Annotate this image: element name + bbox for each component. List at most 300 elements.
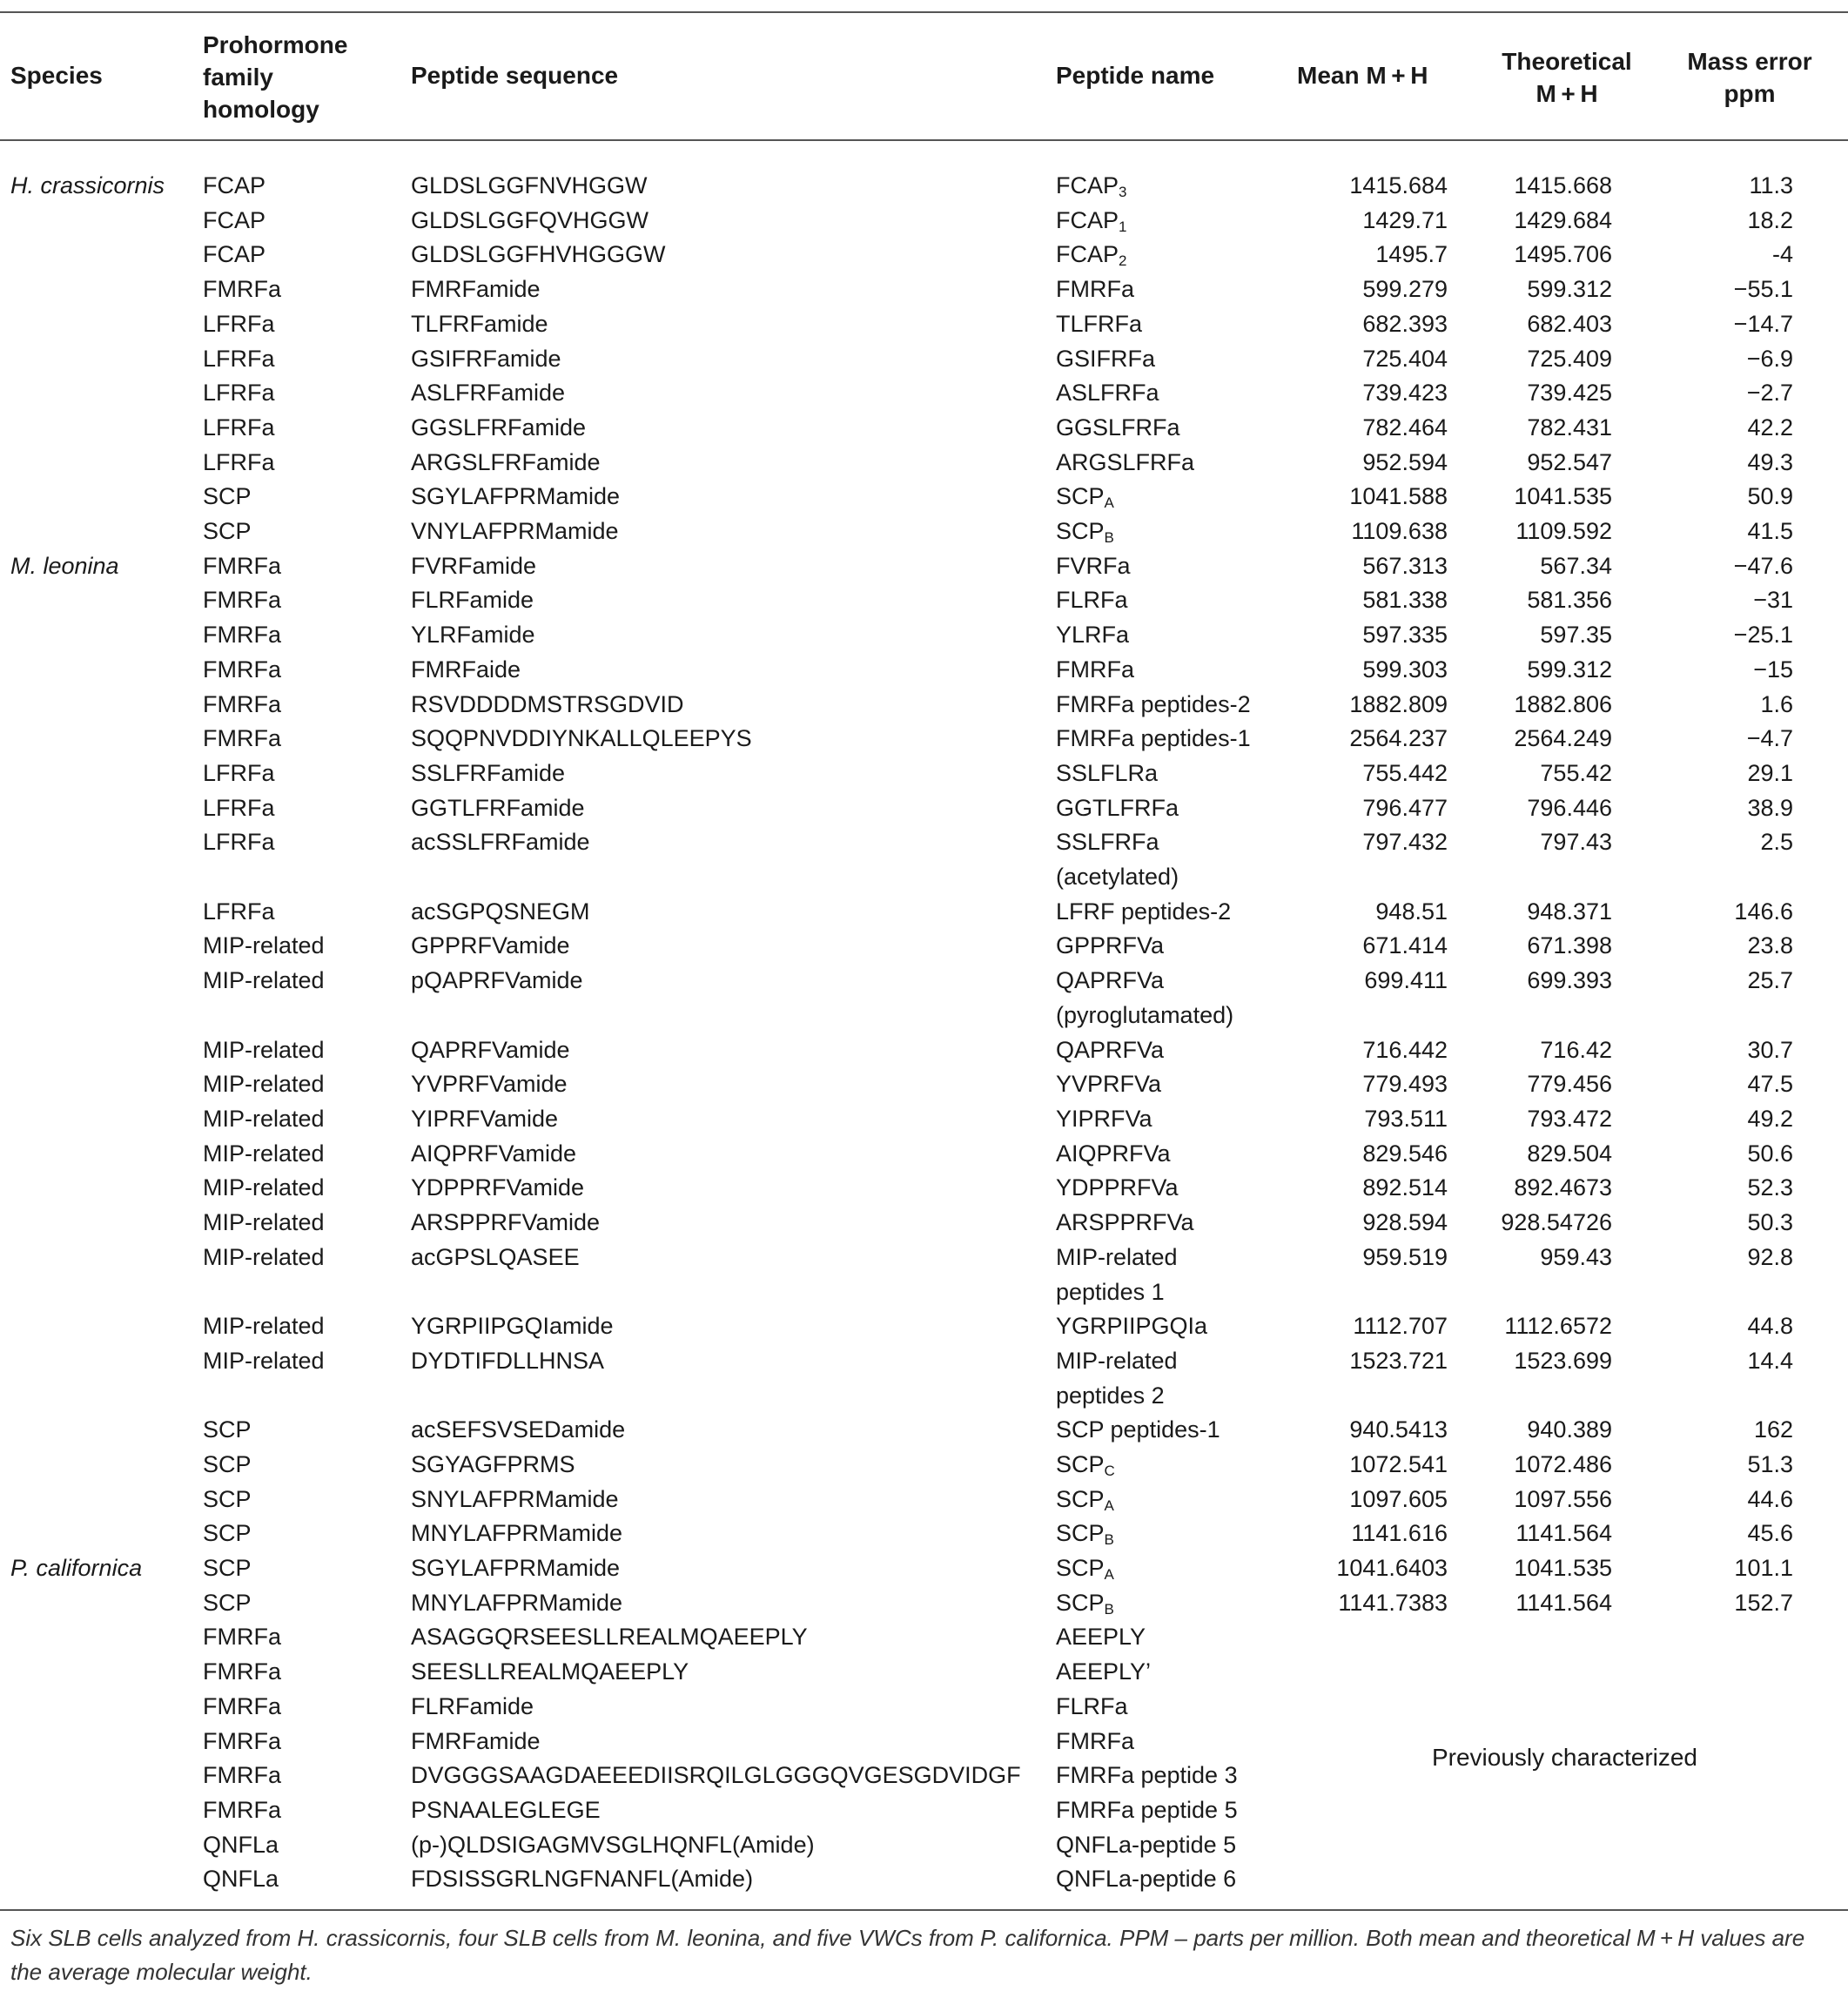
peptide-name: LFRF peptides-2: [1056, 898, 1232, 925]
family-cell: FCAP: [203, 206, 266, 233]
mass-error-cell: 49.3: [1747, 448, 1793, 475]
peptide-name: FCAP: [1056, 241, 1119, 268]
family-cell: MIP-related: [203, 1243, 325, 1270]
mean-mh-cell: 1523.721: [1349, 1347, 1448, 1374]
peptide-name-cell: [1056, 687, 1273, 722]
family-cell: SCP: [203, 518, 252, 544]
family-cell: LFRFa: [203, 794, 275, 821]
sequence-cell: TLFRFamide: [411, 310, 548, 337]
peptide-name-subscript: B: [1104, 529, 1114, 546]
table-row: [0, 1032, 1848, 1067]
mass-error-cell: 50.3: [1747, 1209, 1793, 1235]
peptide-name-subscript: A: [1104, 494, 1114, 512]
header-family: [203, 29, 347, 125]
family-cell: MIP-related: [203, 1071, 325, 1098]
family-cell: FMRFa: [203, 1796, 281, 1823]
mean-mh-cell: 2564.237: [1349, 725, 1448, 752]
header-mean: Mean M + H: [1297, 62, 1428, 89]
peptide-name: AEEPLY’: [1056, 1658, 1152, 1685]
peptide-name: YGRPIIPGQIa: [1056, 1313, 1208, 1340]
sequence-cell: ASLFRFamide: [411, 380, 566, 407]
peptide-name: FCAP: [1056, 206, 1119, 233]
table-row: [0, 1793, 1848, 1827]
peptide-name: ARGSLFRFa: [1056, 448, 1195, 475]
theoretical-mh-cell: 1097.556: [1514, 1485, 1612, 1512]
family-cell: MIP-related: [203, 1313, 325, 1340]
table-row: [0, 652, 1848, 687]
mean-mh-cell: 829.546: [1362, 1140, 1448, 1167]
peptide-name-line2: peptides 2: [1056, 1382, 1165, 1409]
table-row: [0, 824, 1848, 891]
table-row: [0, 1550, 1848, 1585]
theoretical-mh-cell: 1041.535: [1514, 483, 1612, 510]
theoretical-mh-cell: 829.504: [1527, 1140, 1612, 1167]
mass-error-cell: 50.9: [1747, 483, 1793, 510]
peptide-name-cell: [1056, 1412, 1273, 1447]
peptide-name: SSLFLRa: [1056, 759, 1159, 786]
peptide-name: TLFRFa: [1056, 310, 1143, 337]
theoretical-mh-cell: 725.409: [1527, 345, 1612, 372]
family-cell: MIP-related: [203, 1209, 325, 1235]
peptide-name: FMRFa: [1056, 656, 1134, 683]
table-row: [0, 203, 1848, 238]
peptide-name-cell: [1056, 1827, 1273, 1862]
mean-mh-cell: 1041.6403: [1336, 1555, 1448, 1581]
table-row: [0, 894, 1848, 929]
peptide-name-cell: [1056, 1101, 1273, 1136]
peptide-name-cell: [1056, 1585, 1273, 1620]
sequence-cell: pQAPRFVamide: [411, 967, 583, 994]
theoretical-mh-cell: 796.446: [1527, 794, 1612, 821]
peptide-name: FMRFa peptide 5: [1056, 1796, 1238, 1823]
peptide-name-cell: [1056, 410, 1273, 445]
theoretical-mh-cell: 581.356: [1527, 587, 1612, 614]
peptide-name: MIP-related: [1056, 1347, 1178, 1374]
peptide-name: YLRFa: [1056, 622, 1130, 649]
mean-mh-cell: 940.5413: [1349, 1416, 1448, 1443]
sequence-cell: GLDSLGGFNVHGGW: [411, 172, 648, 198]
family-cell: LFRFa: [203, 898, 275, 925]
sequence-cell: SEESLLREALMQAEEPLY: [411, 1658, 689, 1685]
peptide-name-cell: [1056, 1482, 1273, 1517]
family-cell: FMRFa: [203, 622, 281, 649]
sequence-cell: GGTLFRFamide: [411, 794, 585, 821]
family-cell: SCP: [203, 1555, 252, 1581]
sequence-cell: acSEFSVSEDamide: [411, 1416, 626, 1443]
family-cell: SCP: [203, 1520, 252, 1547]
theoretical-mh-cell: 1072.486: [1514, 1450, 1612, 1477]
peptide-name: SSLFRFa: [1056, 829, 1159, 856]
mass-error-cell: 25.7: [1747, 967, 1793, 994]
peptide-name-cell: [1056, 1516, 1273, 1550]
peptide-name-cell: [1056, 237, 1273, 272]
table-row: [0, 410, 1848, 445]
peptide-name: SCP: [1056, 483, 1105, 510]
sequence-cell: SNYLAFPRMamide: [411, 1485, 619, 1512]
mass-error-cell: 51.3: [1747, 1450, 1793, 1477]
mean-mh-cell: 1415.684: [1349, 172, 1448, 198]
theoretical-mh-cell: 682.403: [1527, 310, 1612, 337]
mass-error-cell: 146.6: [1734, 898, 1793, 925]
header-family-line3: homology: [203, 96, 319, 123]
sequence-cell: GLDSLGGFHVHGGGW: [411, 241, 666, 268]
mass-error-cell: −6.9: [1746, 345, 1793, 372]
family-cell: QNFLa: [203, 1831, 279, 1858]
mass-error-cell: 30.7: [1747, 1036, 1793, 1063]
sequence-cell: acSGPQSNEGM: [411, 898, 590, 925]
peptide-name-line2: (acetylated): [1056, 864, 1179, 891]
peptide-name-cell: [1056, 479, 1273, 514]
peptide-name: QNFLa-peptide 5: [1056, 1831, 1237, 1858]
family-cell: SCP: [203, 1485, 252, 1512]
mean-mh-cell: 952.594: [1362, 448, 1448, 475]
peptide-name: SCP: [1056, 1485, 1105, 1512]
family-cell: LFRFa: [203, 380, 275, 407]
mass-error-cell: 14.4: [1747, 1347, 1793, 1374]
theoretical-mh-cell: 1141.564: [1515, 1589, 1612, 1616]
sequence-cell: (p-)QLDSIGAGMVSGLHQNFL(Amide): [411, 1831, 815, 1858]
peptide-name-cell: [1056, 790, 1273, 825]
table-row: [0, 1343, 1848, 1409]
peptide-name-cell: [1056, 824, 1273, 894]
peptide-name: FMRFa: [1056, 1727, 1134, 1754]
sequence-cell: SQQPNVDDIYNKALLQLEEPYS: [411, 725, 752, 752]
table-row: [0, 341, 1848, 376]
table-row: [0, 617, 1848, 652]
mean-mh-cell: 699.411: [1364, 967, 1448, 994]
peptide-name: FMRFa peptides-2: [1056, 690, 1251, 717]
table-row: [0, 445, 1848, 480]
theoretical-mh-cell: 793.472: [1527, 1105, 1612, 1132]
mean-mh-cell: 796.477: [1362, 794, 1448, 821]
mass-error-cell: 44.8: [1747, 1313, 1793, 1340]
mass-error-cell: 47.5: [1747, 1071, 1793, 1098]
table-row: [0, 306, 1848, 341]
mass-error-cell: −2.7: [1746, 380, 1793, 407]
theoretical-mh-cell: 597.35: [1540, 622, 1612, 649]
theoretical-mh-cell: 797.43: [1540, 829, 1612, 856]
header-theoretical-line2: M + H: [1536, 80, 1598, 107]
table-row: [0, 1066, 1848, 1101]
sequence-cell: GSIFRFamide: [411, 345, 561, 372]
footnote-line1: Six SLB cells analyzed from H. crassicornis, four SLB cells from M. leonina, and five VWCs from P. californica. PPM – parts per million. Both mean and theoretical M + H values are: [10, 1925, 1805, 1951]
table-row: [0, 1412, 1848, 1447]
peptide-name: YDPPRFVa: [1056, 1174, 1179, 1201]
sequence-cell: RSVDDDDMSTRSGDVID: [411, 690, 684, 717]
sequence-cell: SGYAGFPRMS: [411, 1450, 575, 1477]
peptide-name: YVPRFVa: [1056, 1071, 1162, 1098]
mean-mh-cell: 599.303: [1362, 656, 1448, 683]
sequence-cell: DVGGGSAAGDAEEEDIISRQILGLGGGQVGESGDVIDGF: [411, 1762, 1021, 1789]
mass-error-cell: 52.3: [1747, 1174, 1793, 1201]
table-row: [0, 168, 1848, 203]
sequence-cell: YLRFamide: [411, 622, 535, 649]
sequence-cell: ARSPPRFVamide: [411, 1209, 601, 1235]
peptide-name-subscript: 2: [1119, 252, 1127, 270]
header-mass-error: [1680, 45, 1819, 110]
peptide-name-cell: [1056, 1032, 1273, 1067]
peptide-name-cell: [1056, 963, 1273, 1032]
table-header-rule: [0, 139, 1848, 141]
family-cell: FMRFa: [203, 1727, 281, 1754]
mean-mh-cell: 1041.588: [1349, 483, 1448, 510]
mass-error-cell: -4: [1771, 241, 1793, 268]
family-cell: FMRFa: [203, 690, 281, 717]
theoretical-mh-cell: 1112.6572: [1504, 1313, 1612, 1340]
peptide-name-cell: [1056, 582, 1273, 617]
sequence-cell: YDPPRFVamide: [411, 1174, 585, 1201]
theoretical-mh-cell: 1523.699: [1514, 1347, 1612, 1374]
theoretical-mh-cell: 1041.535: [1514, 1555, 1612, 1581]
peptide-name-cell: [1056, 1170, 1273, 1205]
mean-mh-cell: 581.338: [1362, 587, 1448, 614]
mean-mh-cell: 797.432: [1362, 829, 1448, 856]
mean-mh-cell: 597.335: [1362, 622, 1448, 649]
mean-mh-cell: 892.514: [1362, 1174, 1448, 1201]
peptide-name-cell: [1056, 341, 1273, 376]
table-footnote: [10, 1921, 1830, 1989]
table-row: [0, 1101, 1848, 1136]
mean-mh-cell: 959.519: [1362, 1243, 1448, 1270]
family-cell: FMRFa: [203, 1658, 281, 1685]
peptide-name-cell: [1056, 548, 1273, 583]
mean-mh-cell: 1141.616: [1351, 1520, 1448, 1547]
sequence-cell: ASAGGQRSEESLLREALMQAEEPLY: [411, 1624, 808, 1651]
mass-error-cell: 152.7: [1734, 1589, 1793, 1616]
peptide-name-subscript: 3: [1119, 184, 1127, 200]
table-row: [0, 963, 1848, 1029]
family-cell: MIP-related: [203, 967, 325, 994]
peptide-name: YIPRFVa: [1056, 1105, 1152, 1132]
theoretical-mh-cell: 952.547: [1527, 448, 1612, 475]
sequence-cell: acSSLFRFamide: [411, 829, 590, 856]
family-cell: LFRFa: [203, 414, 275, 441]
peptide-name-subscript: C: [1104, 1462, 1115, 1479]
peptide-name: AIQPRFVa: [1056, 1140, 1171, 1167]
sequence-cell: FLRFamide: [411, 587, 534, 614]
peptide-name-cell: [1056, 617, 1273, 652]
mass-error-cell: −4.7: [1746, 725, 1793, 752]
footnote-line2: the average molecular weight.: [10, 1959, 312, 1985]
peptide-name: SCP peptides-1: [1056, 1416, 1220, 1443]
mean-mh-cell: 739.423: [1362, 380, 1448, 407]
peptide-name: SCP: [1056, 1589, 1105, 1616]
family-cell: FMRFa: [203, 1692, 281, 1719]
peptide-name-cell: [1056, 1343, 1273, 1413]
peptide-name-cell: [1056, 1654, 1273, 1689]
peptide-name: QAPRFVa: [1056, 1036, 1165, 1063]
mean-mh-cell: 682.393: [1362, 310, 1448, 337]
table-row: [0, 1205, 1848, 1240]
mass-error-cell: 42.2: [1747, 414, 1793, 441]
peptide-name-cell: [1056, 514, 1273, 548]
peptide-name: ASLFRFa: [1056, 380, 1159, 407]
table-row: [0, 756, 1848, 790]
table-row: [0, 548, 1848, 583]
theoretical-mh-cell: 755.42: [1540, 759, 1612, 786]
sequence-cell: SGYLAFPRMamide: [411, 483, 621, 510]
table-row: [0, 1861, 1848, 1896]
table-row: [0, 928, 1848, 963]
mean-mh-cell: 948.51: [1375, 898, 1448, 925]
theoretical-mh-cell: 1429.684: [1514, 206, 1612, 233]
theoretical-mh-cell: 948.371: [1527, 898, 1612, 925]
peptide-name-cell: [1056, 1308, 1273, 1343]
theoretical-mh-cell: 928.54726: [1501, 1209, 1612, 1235]
theoretical-mh-cell: 599.312: [1527, 656, 1612, 683]
mean-mh-cell: 779.493: [1362, 1071, 1448, 1098]
sequence-cell: acGPSLQASEE: [411, 1243, 580, 1270]
table-row: [0, 1585, 1848, 1620]
sequence-cell: GLDSLGGFQVHGGW: [411, 206, 649, 233]
table-row: [0, 1482, 1848, 1517]
mass-error-cell: 50.6: [1747, 1140, 1793, 1167]
mass-error-cell: 44.6: [1747, 1485, 1793, 1512]
peptide-name-cell: [1056, 756, 1273, 790]
peptide-name-subscript: 1: [1119, 218, 1127, 235]
peptide-name-cell: [1056, 1689, 1273, 1724]
species-cell: M. leonina: [10, 552, 119, 579]
family-cell: LFRFa: [203, 448, 275, 475]
family-cell: SCP: [203, 483, 252, 510]
table-row: [0, 1516, 1848, 1550]
mean-mh-cell: 782.464: [1362, 414, 1448, 441]
peptide-name: AEEPLY: [1056, 1624, 1146, 1651]
table-row: [0, 1308, 1848, 1343]
header-mass-error-line1: Mass error: [1687, 48, 1812, 75]
theoretical-mh-cell: 892.4673: [1514, 1174, 1612, 1201]
sequence-cell: AIQPRFVamide: [411, 1140, 577, 1167]
peptide-name: SCP: [1056, 1555, 1105, 1581]
mean-mh-cell: 928.594: [1362, 1209, 1448, 1235]
sequence-cell: YGRPIIPGQIamide: [411, 1313, 614, 1340]
mean-mh-cell: 1141.7383: [1338, 1589, 1448, 1616]
sequence-cell: QAPRFVamide: [411, 1036, 570, 1063]
mass-error-cell: −31: [1753, 587, 1793, 614]
header-name: Peptide name: [1056, 62, 1215, 89]
family-cell: FMRFa: [203, 656, 281, 683]
theoretical-mh-cell: 2564.249: [1514, 725, 1612, 752]
mass-error-cell: 92.8: [1747, 1243, 1793, 1270]
theoretical-mh-cell: 1882.806: [1514, 690, 1612, 717]
peptide-name-cell: [1056, 652, 1273, 687]
peptide-name: GGSLFRFa: [1056, 414, 1180, 441]
peptide-name: GGTLFRFa: [1056, 794, 1179, 821]
sequence-cell: FMRFamide: [411, 1727, 541, 1754]
family-cell: LFRFa: [203, 345, 275, 372]
family-cell: MIP-related: [203, 1105, 325, 1132]
table-row: [0, 687, 1848, 722]
species-cell: P. californica: [10, 1555, 143, 1581]
peptide-name-cell: [1056, 1758, 1273, 1793]
table-row: [0, 790, 1848, 825]
mass-error-cell: 162: [1753, 1416, 1793, 1443]
peptide-name-line2: (pyroglutamated): [1056, 1002, 1234, 1029]
mean-mh-cell: 1882.809: [1349, 690, 1448, 717]
family-cell: FMRFa: [203, 276, 281, 303]
peptide-name-cell: [1056, 1793, 1273, 1827]
family-cell: LFRFa: [203, 829, 275, 856]
mass-error-cell: 2.5: [1760, 829, 1793, 856]
family-cell: SCP: [203, 1589, 252, 1616]
table-row: [0, 479, 1848, 514]
table-row: [0, 721, 1848, 756]
mean-mh-cell: 599.279: [1362, 276, 1448, 303]
peptide-name: FVRFa: [1056, 552, 1131, 579]
theoretical-mh-cell: 782.431: [1527, 414, 1612, 441]
mean-mh-cell: 1109.638: [1351, 518, 1448, 544]
peptide-name: QAPRFVa: [1056, 967, 1165, 994]
sequence-cell: SGYLAFPRMamide: [411, 1555, 621, 1581]
sequence-cell: SSLFRFamide: [411, 759, 566, 786]
peptide-name: FLRFa: [1056, 587, 1128, 614]
table-row: [0, 1447, 1848, 1482]
theoretical-mh-cell: 739.425: [1527, 380, 1612, 407]
header-family-line2: family: [203, 64, 273, 91]
previously-characterized-note: Previously characterized: [1431, 1744, 1698, 1771]
sequence-cell: ARGSLFRFamide: [411, 448, 601, 475]
sequence-cell: MNYLAFPRMamide: [411, 1520, 623, 1547]
theoretical-mh-cell: 959.43: [1540, 1243, 1612, 1270]
theoretical-mh-cell: 1495.706: [1514, 241, 1612, 268]
peptide-name-cell: [1056, 928, 1273, 963]
table-row: [0, 237, 1848, 272]
sequence-cell: PSNAALEGLEGE: [411, 1796, 601, 1823]
sequence-cell: DYDTIFDLLHNSA: [411, 1347, 605, 1374]
peptide-name: FMRFa peptides-1: [1056, 725, 1251, 752]
table-row: [0, 1689, 1848, 1724]
peptide-name-subscript: B: [1104, 1531, 1114, 1549]
peptide-name-cell: [1056, 1619, 1273, 1654]
family-cell: FMRFa: [203, 1624, 281, 1651]
peptide-name: FLRFa: [1056, 1692, 1128, 1719]
table-row: [0, 272, 1848, 306]
theoretical-mh-cell: 671.398: [1527, 932, 1612, 959]
peptide-name-cell: [1056, 1724, 1273, 1759]
family-cell: FMRFa: [203, 587, 281, 614]
peptide-name-cell: [1056, 1447, 1273, 1482]
peptide-name: FMRFa peptide 3: [1056, 1762, 1238, 1789]
sequence-cell: MNYLAFPRMamide: [411, 1589, 623, 1616]
peptide-name: ARSPPRFVa: [1056, 1209, 1194, 1235]
theoretical-mh-cell: 1109.592: [1515, 518, 1612, 544]
table-row: [0, 1136, 1848, 1171]
mean-mh-cell: 716.442: [1362, 1036, 1448, 1063]
theoretical-mh-cell: 599.312: [1527, 276, 1612, 303]
peptide-name: MIP-related: [1056, 1243, 1178, 1270]
family-cell: SCP: [203, 1450, 252, 1477]
peptide-name-subscript: B: [1104, 1600, 1114, 1618]
sequence-cell: YIPRFVamide: [411, 1105, 559, 1132]
theoretical-mh-cell: 567.34: [1540, 552, 1612, 579]
peptide-name: SCP: [1056, 1520, 1105, 1547]
peptide-name-cell: [1056, 1066, 1273, 1101]
family-cell: FMRFa: [203, 552, 281, 579]
peptide-name: FMRFa: [1056, 276, 1134, 303]
header-species: Species: [10, 62, 103, 89]
mass-error-cell: −25.1: [1733, 622, 1793, 649]
peptide-name-cell: [1056, 894, 1273, 929]
peptide-name-cell: [1056, 1136, 1273, 1171]
sequence-cell: GGSLFRFamide: [411, 414, 587, 441]
mean-mh-cell: 1072.541: [1349, 1450, 1448, 1477]
peptide-name: GSIFRFa: [1056, 345, 1156, 372]
peptide-name-cell: [1056, 1205, 1273, 1240]
theoretical-mh-cell: 699.393: [1527, 967, 1612, 994]
theoretical-mh-cell: 940.389: [1527, 1416, 1612, 1443]
mass-error-cell: −55.1: [1733, 276, 1793, 303]
sequence-cell: GPPRFVamide: [411, 932, 570, 959]
